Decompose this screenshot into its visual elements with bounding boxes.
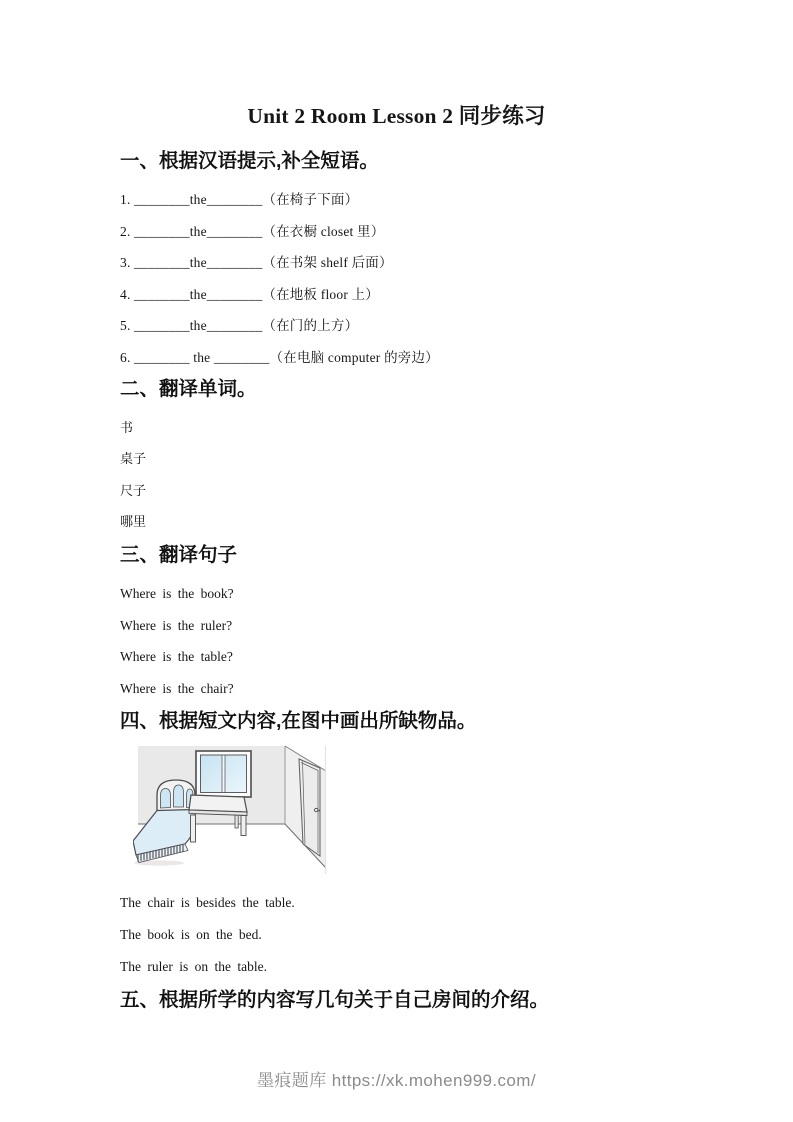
word-table: 桌子 <box>120 451 147 467</box>
sentence-where-ruler: Where is the ruler? <box>120 617 233 633</box>
fill-blank-item-6: 6. ________ the ________（在电脑 computer 的旁边） <box>120 349 439 365</box>
section-one-heading: 一、根据汉语提示,补全短语。 <box>120 150 379 172</box>
fill-blank-item-4: 4. ________the________（在地板 floor 上） <box>120 286 379 302</box>
section-four-heading: 四、根据短文内容,在图中画出所缺物品。 <box>120 710 477 733</box>
fill-blank-item-1: 1. ________the________（在椅子下面） <box>120 192 359 207</box>
translate-sentences-list <box>120 578 693 704</box>
sentence-book-on-bed: The book is on the bed. <box>120 926 262 942</box>
fill-blank-item-3: 3. ________the________（在书架 shelf 后面） <box>120 255 393 271</box>
footer-watermark <box>0 1066 793 1091</box>
reading-sentences-list <box>120 887 693 982</box>
fill-blank-list <box>120 184 693 374</box>
sentence-ruler-on-table: The ruler is on the table. <box>120 958 267 974</box>
word-ruler: 尺子 <box>120 482 147 498</box>
footer-text: 墨痕题库 https://xk.mohen999.com/ <box>257 1071 536 1090</box>
sentence-where-book: Where is the book? <box>120 585 234 601</box>
sentence-chair-besides-table: The chair is besides the table. <box>120 895 295 911</box>
fill-blank-item-5: 5. ________the________（在门的上方） <box>120 318 359 334</box>
fill-blank-item-2: 2. ________the________（在衣橱 closet 里） <box>120 223 385 239</box>
word-book: 书 <box>120 419 134 435</box>
section-two-heading: 二、翻译单词。 <box>120 377 257 400</box>
section-five-heading: 五、根据所学的内容写几句关于自己房间的介绍。 <box>120 989 550 1012</box>
section-three-heading: 三、翻译句子 <box>120 543 238 566</box>
word-where: 哪里 <box>120 514 147 530</box>
window-illustration <box>196 751 251 797</box>
sentence-where-chair: Where is the chair? <box>120 680 234 696</box>
translate-words-list <box>120 412 693 538</box>
sentence-where-table: Where is the table? <box>120 649 233 665</box>
worksheet-title: Unit 2 Room Lesson 2 同步练习 <box>247 104 546 128</box>
room-illustration <box>133 744 326 879</box>
